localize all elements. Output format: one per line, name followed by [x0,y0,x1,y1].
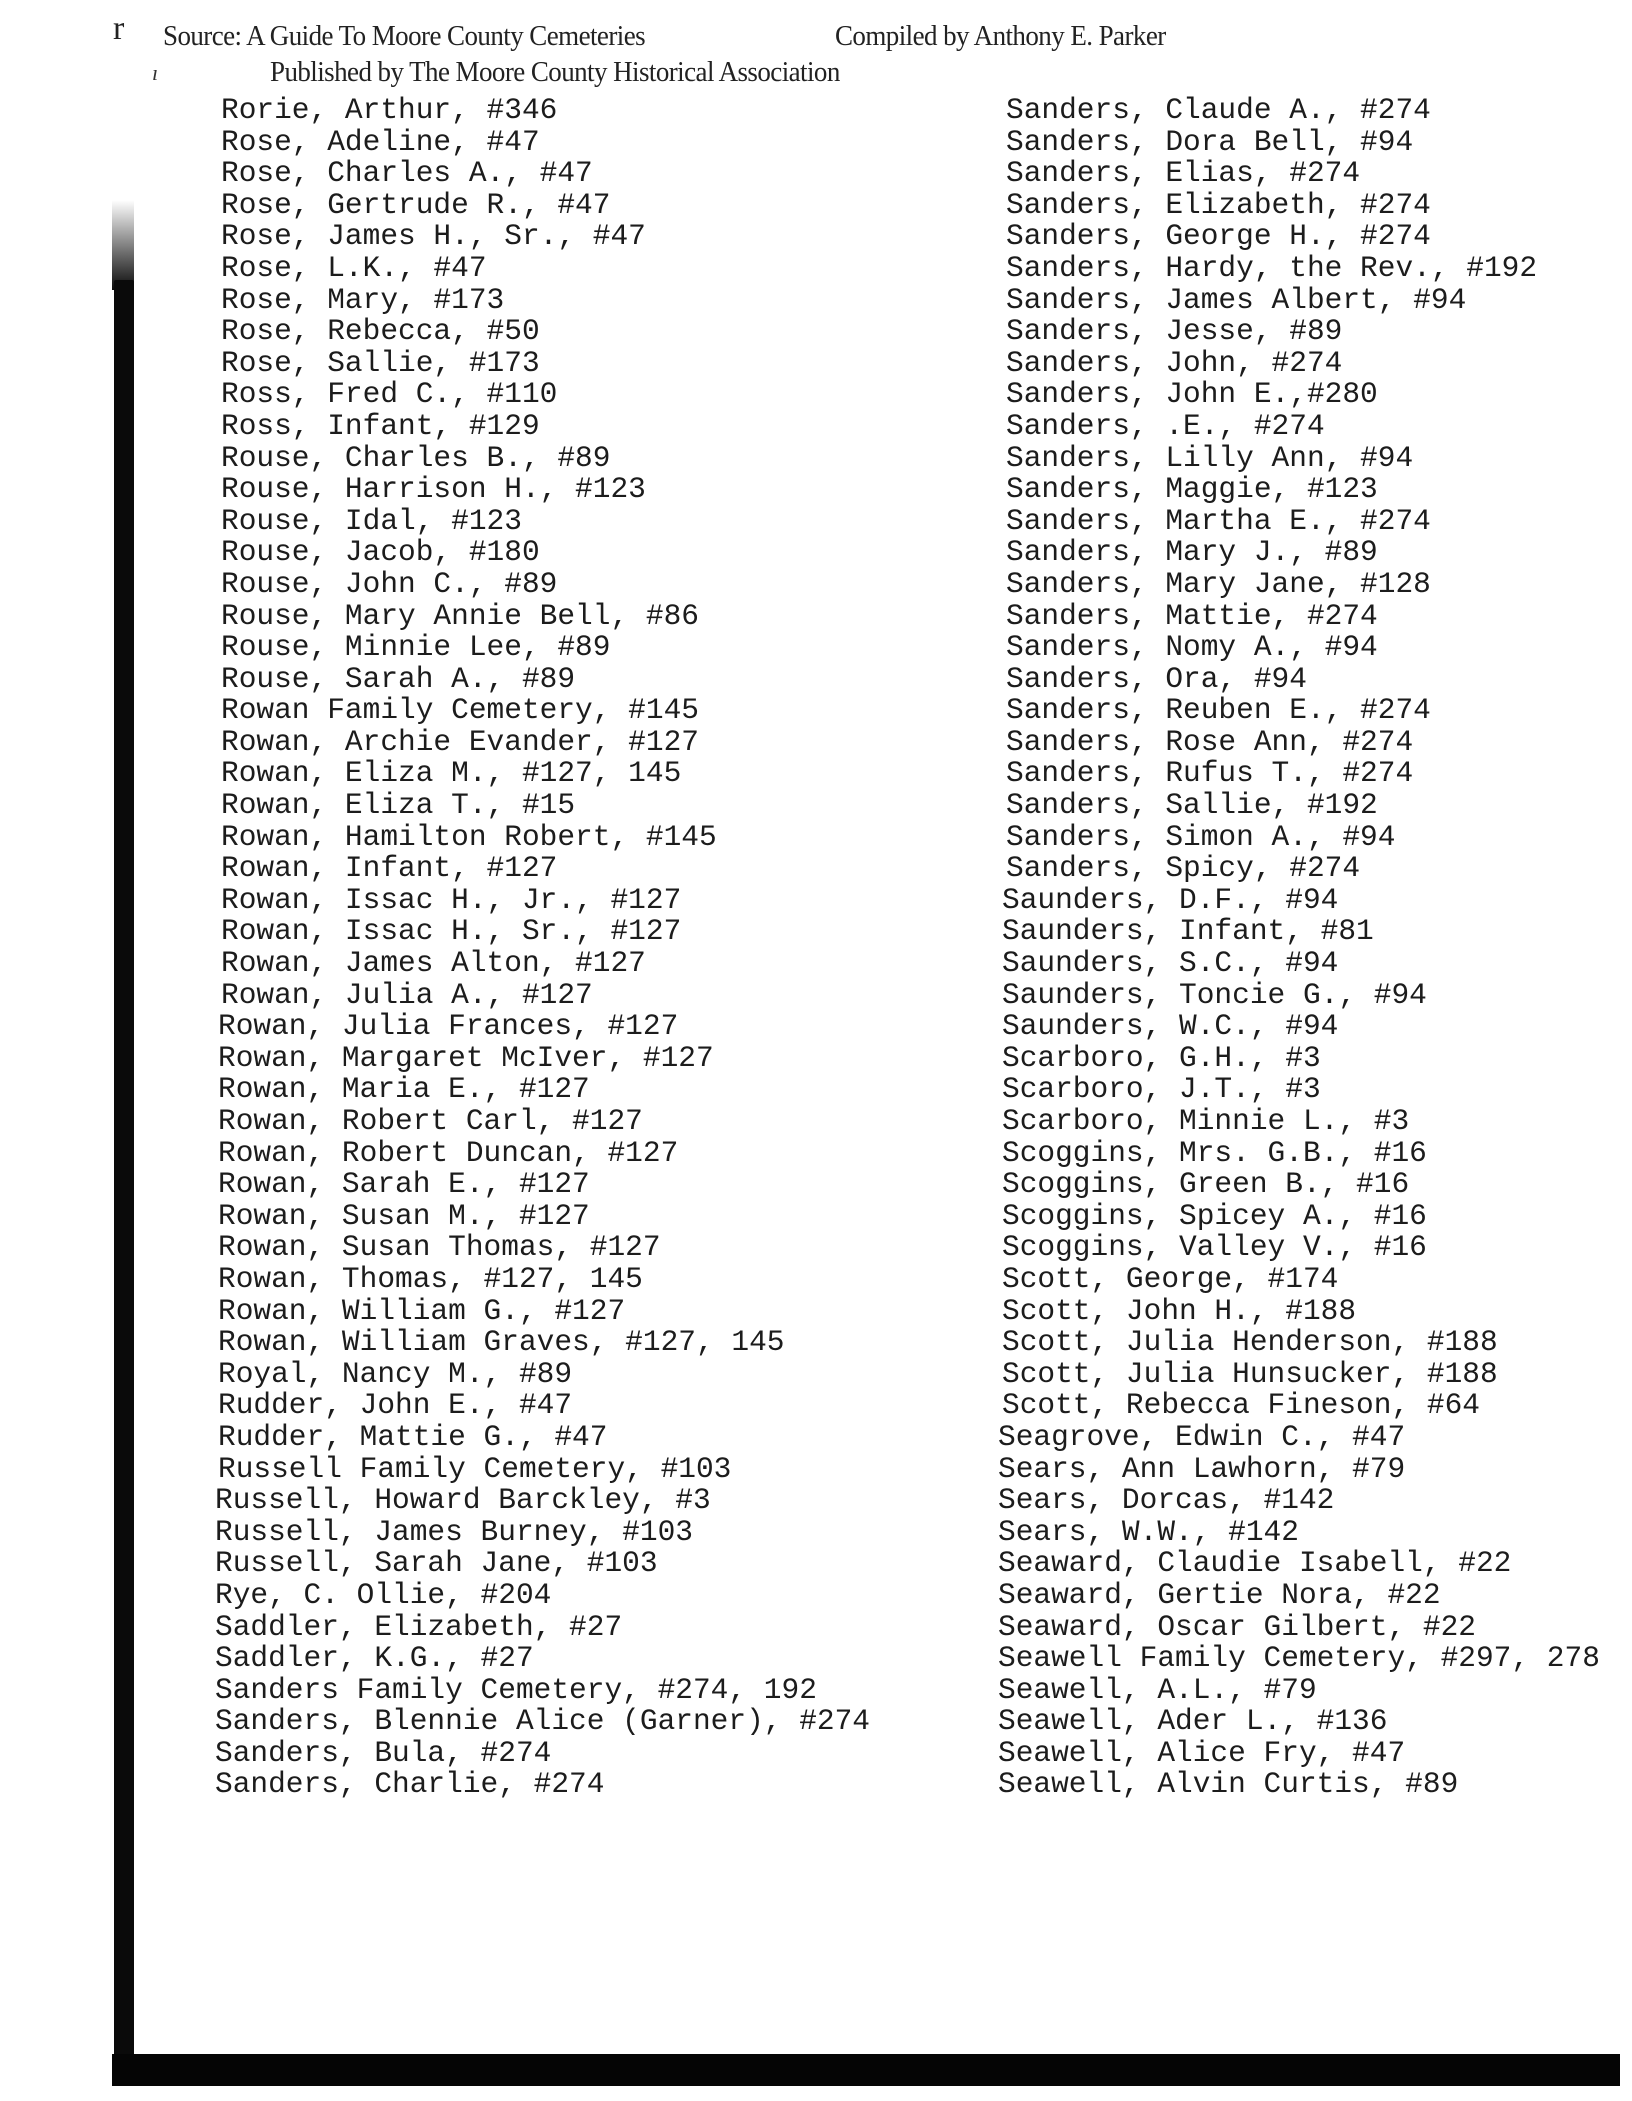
index-entry: Scott, Julia Hunsucker, #188 [1002,1356,1498,1391]
index-entry: Seaward, Oscar Gilbert, #22 [998,1609,1476,1644]
index-entry: Rose, Rebecca, #50 [221,314,540,349]
index-entry: Sears, Dorcas, #142 [998,1483,1335,1518]
index-entry: Rose, James H., Sr., #47 [221,219,646,254]
index-entry: Rorie, Arthur, #346 [221,93,558,127]
index-entry: Rowan, Maria E., #127 [218,1072,590,1107]
header-compiled-by: Compiled by Anthony E. Parker [835,20,1166,52]
index-entry: Scarboro, G.H., #3 [1002,1040,1321,1075]
index-entry: Seawell, Ader L., #136 [998,1704,1388,1739]
index-entry: Rowan, William G., #127 [218,1293,626,1328]
index-entry: Scoggins, Spicey A., #16 [1002,1198,1427,1233]
index-entry: Sanders, Martha E., #274 [1006,503,1431,538]
index-entry: Rowan, Hamilton Robert, #145 [221,819,717,854]
index-entry: Sanders, Sallie, #192 [1006,788,1378,823]
index-entry: Sanders, James Albert, #94 [1006,282,1467,317]
index-entry: Sanders, Mattie, #274 [1006,598,1378,633]
index-entry: Scott, Rebecca Fineson, #64 [1002,1388,1480,1423]
index-entry: Rose, Mary, #173 [221,282,505,317]
index-entry: Rowan, Issac H., Sr., #127 [221,914,682,949]
index-entry: Saunders, Infant, #81 [1002,914,1374,949]
index-entry: Rowan, Margaret McIver, #127 [218,1040,714,1075]
index-entry: Rouse, Jacob, #180 [221,535,540,570]
index-entry: Sanders, Elias, #274 [1006,156,1361,191]
margin-mark-top: r [113,10,125,47]
index-entry: Russell, James Burney, #103 [215,1514,693,1549]
index-entry: Sanders, Nomy A., #94 [1006,630,1378,665]
index-entry: Scott, George, #174 [1002,1261,1339,1296]
index-entry: Russell Family Cemetery, #103 [218,1451,732,1486]
index-entry: Rouse, Idal, #123 [221,503,522,538]
index-entry: Saunders, Toncie G., #94 [1002,977,1427,1012]
index-entry: Russell, Sarah Jane, #103 [215,1546,658,1581]
index-entry: Rowan, James Alton, #127 [221,946,646,981]
index-column-right [998,93,1600,1802]
index-entry: Rowan, Eliza M., #127, 145 [221,756,682,791]
index-entry: Sanders, Charlie, #274 [215,1767,605,1802]
scan-edge-shadow-left [114,280,134,2070]
index-entry: Rouse, Harrison H., #123 [221,472,646,507]
index-entry: Rowan Family Cemetery, #145 [221,693,699,728]
index-entry: Rowan, Susan M., #127 [218,1198,590,1233]
index-entry: Rose, Gertrude R., #47 [221,187,611,222]
index-entry: Rose, L.K., #47 [221,250,487,285]
index-entry: Scoggins, Mrs. G.B., #16 [1002,1135,1427,1170]
index-entry: Seagrove, Edwin C., #47 [998,1419,1406,1454]
index-entry: Rowan, Susan Thomas, #127 [218,1230,661,1265]
index-entry: Scoggins, Green B., #16 [1002,1167,1410,1202]
index-entry: Seawell Family Cemetery, #297, 278 [998,1641,1600,1676]
index-entry: Sanders, .E., #274 [1006,408,1325,443]
index-entry: Rouse, Sarah A., #89 [221,661,576,696]
index-entry: Seawell, A.L., #79 [998,1672,1317,1707]
index-entry: Rudder, Mattie G., #47 [218,1419,608,1454]
index-entry: Sanders, Ora, #94 [1006,661,1307,696]
index-entry: Russell, Howard Barckley, #3 [215,1483,711,1518]
index-entry: Sanders, Reuben E., #274 [1006,693,1431,728]
index-entry: Sanders Family Cemetery, #274, 192 [215,1672,817,1707]
index-entry: Sanders, Bula, #274 [215,1735,552,1770]
index-entry: Sears, W.W., #142 [998,1514,1299,1549]
index-entry: Scott, Julia Henderson, #188 [1002,1325,1498,1360]
index-entry: Rowan, Julia A., #127 [221,977,593,1012]
index-entry: Rowan, Sarah E., #127 [218,1167,590,1202]
index-entry: Scarboro, Minnie L., #3 [1002,1104,1410,1138]
index-entry: Scott, John H., #188 [1002,1293,1357,1328]
header-published-by: Published by The Moore County Historical Association [270,56,840,88]
index-entry: Rowan, Archie Evander, #127 [221,724,699,759]
index-entry: Sanders, Mary J., #89 [1006,535,1378,570]
index-entry: Rose, Adeline, #47 [221,124,540,159]
index-entry: Sanders, John E.,#280 [1006,377,1378,412]
index-entry: Sanders, Rufus T., #274 [1006,756,1414,791]
index-entry: Sanders, Blennie Alice (Garner), #274 [215,1704,871,1739]
index-entry: Saddler, K.G., #27 [215,1641,534,1676]
index-entry: Scarboro, J.T., #3 [1002,1072,1321,1107]
index-entry: Ross, Fred C., #110 [221,377,558,412]
index-entry: Rouse, John C., #89 [221,566,558,601]
index-entry: Ross, Infant, #129 [221,408,540,443]
index-entry: Sanders, George H., #274 [1006,219,1431,254]
index-entry: Sanders, Simon A., #94 [1006,819,1396,854]
index-entry: Rudder, John E., #47 [218,1388,573,1423]
scan-edge-shadow-bottom [112,2054,1620,2086]
index-entry: Rowan, William Graves, #127, 145 [218,1325,785,1360]
index-entry: Rouse, Charles B., #89 [221,440,611,475]
index-entry: Sanders, Spicy, #274 [1006,851,1361,886]
index-entry: Saunders, D.F., #94 [1002,882,1339,917]
margin-mark-small: ı [152,60,159,85]
index-entry: Rowan, Robert Carl, #127 [218,1104,643,1138]
index-entry: Seawell, Alvin Curtis, #89 [998,1767,1459,1802]
index-entry: Rose, Sallie, #173 [221,345,540,380]
index-entry: Rowan, Thomas, #127, 145 [218,1261,643,1296]
index-entry: Sanders, Rose Ann, #274 [1006,724,1414,759]
index-entry: Rouse, Minnie Lee, #89 [221,630,611,665]
index-entry: Seaward, Gertie Nora, #22 [998,1577,1441,1612]
index-entry: Sanders, Lilly Ann, #94 [1006,440,1414,475]
index-entry: Saunders, W.C., #94 [1002,1009,1339,1044]
index-entry: Saddler, Elizabeth, #27 [215,1609,623,1644]
index-entry: Sanders, Maggie, #123 [1006,472,1378,507]
index-entry: Rose, Charles A., #47 [221,156,593,191]
index-entry: Rye, C. Ollie, #204 [215,1577,552,1612]
index-entry: Rowan, Julia Frances, #127 [218,1009,679,1044]
index-entry: Sanders, Claude A., #274 [1006,93,1431,127]
index-entry: Scoggins, Valley V., #16 [1002,1230,1427,1265]
index-entry: Sanders, Mary Jane, #128 [1006,566,1431,601]
index-entry: Rowan, Infant, #127 [221,851,558,886]
index-entry: Seawell, Alice Fry, #47 [998,1735,1406,1770]
index-entry: Sears, Ann Lawhorn, #79 [998,1451,1406,1486]
index-entry: Sanders, John, #274 [1006,345,1343,380]
index-column-left [215,93,871,1802]
index-entry: Sanders, Elizabeth, #274 [1006,187,1431,222]
index-entry: Royal, Nancy M., #89 [218,1356,573,1391]
scan-edge-shadow-fade [112,200,134,290]
index-entry: Rowan, Issac H., Jr., #127 [221,882,682,917]
header-source: Source: A Guide To Moore County Cemeteries [163,20,646,52]
index-entry: Rouse, Mary Annie Bell, #86 [221,598,699,633]
index-entry: Rowan, Robert Duncan, #127 [218,1135,679,1170]
index-entry: Sanders, Hardy, the Rev., #192 [1006,250,1538,285]
index-entry: Sanders, Dora Bell, #94 [1006,124,1414,159]
index-entry: Seaward, Claudie Isabell, #22 [998,1546,1512,1581]
index-entry: Saunders, S.C., #94 [1002,946,1339,981]
index-entry: Rowan, Eliza T., #15 [221,788,576,823]
index-entry: Sanders, Jesse, #89 [1006,314,1343,349]
